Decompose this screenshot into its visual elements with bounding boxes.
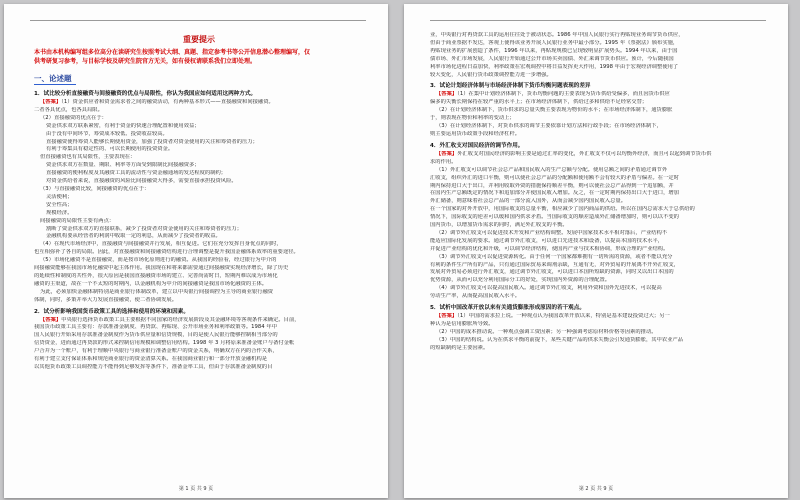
text-content: 但直接融资也有其局限性，主要表现在： (40, 154, 136, 161)
text-content: 为此，必须加快金融体制特别是商业银行体制改革，建立以中央银行间接调控为主导的商业银行融资 (40, 288, 274, 295)
text-line (430, 238, 762, 246)
text-line (34, 210, 364, 218)
text-content: 再贴现业务的扩展创造了条件，1996 年以来，再贴现规模已呈现较明显扩展势头。1994 年以来，由于国 (430, 47, 678, 54)
answer-block (34, 99, 364, 305)
text-content: 的短缺制约是主要因素。 (430, 344, 489, 351)
text-line (34, 233, 364, 241)
text-line (430, 99, 762, 107)
text-line (430, 198, 762, 206)
text-content: （2）在计划经济体制下，货币供求的总量失衡主要表现为物价的水平；在市场经济体制下，通货膨胀 (436, 107, 673, 114)
text-line (430, 321, 762, 329)
header-rule (30, 20, 366, 21)
text-line (430, 107, 762, 115)
text-content: （3）在计划经济体制下，对货币供求的调节主要依靠计划方法和行政手段；在市场经济体制下， (436, 123, 662, 130)
notice-line: 本书由本机构编写组多位高分在读研究生按照考试大纲、真题、指定参考书等公开信息潜心整理编写，仅 (34, 49, 311, 56)
text-content: （2）直接融资的优点在于： (40, 114, 107, 121)
text-line (430, 313, 762, 321)
text-line (430, 183, 762, 191)
text-line (34, 289, 364, 297)
answer-block (430, 91, 762, 138)
text-content: 在一个国家的对外开放中，用国际收支的总量平衡，相应减少了国内商品的供给。所以在国内总需求大于总供给的 (430, 206, 695, 213)
text-line (34, 170, 364, 178)
text-line (34, 226, 364, 234)
text-line (430, 246, 762, 254)
text-content: 能适应国际化发展的要求。通过调节外汇收支，可以进口先进技术和设备，以提高本国的技术水平， (430, 237, 664, 244)
text-content: （4）调节外汇收支可以提高国民收入。通过调节外汇收支，利用外资和国外先进技术，可以提高 (436, 285, 662, 292)
text-line (430, 190, 762, 198)
text-line (34, 115, 364, 123)
question-heading: 2．试分析影响我国货币政策工具的选择和使用的环境和因素。 (34, 308, 189, 315)
text-line (430, 64, 762, 72)
text-line (34, 131, 364, 139)
text-line (430, 91, 762, 99)
text-line (34, 332, 364, 340)
text-line (34, 154, 364, 162)
answer-tag: 【答案】 (436, 313, 458, 320)
text-content: 则主要运用货币政策手段和经济杠杆。 (430, 130, 521, 137)
question-heading: 3．试论计划经济体制与市场经济体制下货币均衡问题表现的差异 (430, 83, 591, 90)
page-footer: 第 2 页 共 9 页 (578, 486, 614, 492)
text-line (430, 222, 762, 230)
text-content: 中央银行选择货币政策工具主要根据不同国家的经济发展阶段及其金融环境等客观条件来确定。目前， (61, 316, 300, 323)
text-line (34, 356, 364, 364)
text-line (34, 281, 364, 289)
answer-block (430, 32, 762, 79)
text-line (34, 364, 364, 372)
text-content: 有利于筹集具有稳定性的、可以长期使用的投资资金。 (46, 146, 174, 153)
text-content: 但由于商业票据不发达，客观上使得该业务开展人民银行业务中最小部分。1995 年《票据法》颁布实施， (430, 39, 679, 46)
text-line (34, 194, 364, 202)
text-content: （2）调节外汇收支可以促进技术开发和产业结构调整。发展中国家技术水平相对落后，产业结构不 (436, 229, 668, 236)
notice-line: 供考研复习参考，与目标学校及研究生院官方无关，如有侵权请联系我们立即处理。 (34, 58, 257, 65)
text-content: 业，中央银行对再贷款工具的运用往往处于被动状态。1986 年中国人民银行实行再贴现业务调节货币供应， (430, 32, 684, 38)
answer-tag: 【答案】 (40, 99, 62, 105)
text-content: 的延续性和制度的共性外，很大原因是我国直接融资市场的建立、完善尚需时日，短期内难以成为市场化 (34, 272, 278, 279)
text-content: 优势资源，从而可以充分利用国际分工的好处，实现国内外资源的合理配置。 (430, 277, 611, 284)
header-rule (430, 20, 766, 21)
text-content: 资金供求双方在数量、期限、利率等方面受到限制比间接融资多； (46, 162, 200, 169)
text-content: 有利的条件生产所有的产品，只有通过国际贸易来调剂余缺，互通有无，对外贸易的开展离不开外汇收支， (430, 261, 679, 268)
text-line (34, 297, 364, 305)
question-heading: 5．试析中国改革开放以来有关通货膨胀形成原因的若干观点。 (430, 305, 585, 312)
text-line (430, 151, 762, 159)
text-content: 资金供求双方联系紧密，有利于资金的快速合理配置和使用效益； (46, 122, 200, 129)
text-line (34, 265, 364, 273)
text-line (34, 186, 364, 194)
text-content: 在国内生产总额既定的情况下和追加部分并使国民收入增加。反之，在一定时期内保持出口大于进口，增加 (430, 190, 679, 197)
text-line (430, 72, 762, 80)
text-line (430, 254, 762, 262)
text-content: （4）在现代市场经济中，直接融资与间接融资并行发展，相互促进。它们在充分发挥自身优点的同时， (40, 241, 282, 248)
text-line (34, 249, 364, 257)
text-content: 于，则表现在物价和利率的变动上； (430, 115, 515, 122)
text-line (34, 348, 364, 356)
text-content: 期内保持进口大于出口，并利用收取外资的措施保持顺差平衡，则可以使社会总产品得到一个追加额，并 (430, 182, 674, 189)
text-line (430, 329, 762, 337)
text-content: 也互相弥补了各自的局限。因此，对直接融资和间接融资结构进行合理调整是提升我国金融体系效率的重要途径。 (34, 249, 299, 256)
text-line (34, 99, 364, 107)
text-content: 国内货币，以增加货币需求的同时，满足外汇收支的平衡。 (430, 222, 568, 229)
text-line (430, 175, 762, 183)
text-content: 信贷资金，进而通过再贷款的形式来控制信用规模和调整信用结构。1998 年 3 月将原来准备金账户与备付金帐 (34, 340, 295, 347)
text-content: （1）中国的需求拉上说。一种观点认为我国改革开放以来，特别是基本建设投资过大；另一 (457, 313, 670, 320)
answer-block (430, 151, 762, 301)
text-content: 利率市场化进程日益加快，利率政策在宏观调控中将日益发挥更大作用，1998 年由于宏观经济调整使用了 (430, 63, 679, 70)
text-line (430, 230, 762, 238)
text-line (430, 262, 762, 270)
section-heading: 一、论述题 (34, 73, 76, 85)
text-line (430, 40, 762, 48)
text-line (34, 202, 364, 210)
text-content: 间接融资能够在我国市场化融资中起主体作用。我国现在和将来都需要通过间接融资实现经济增长，除了历史 (34, 265, 289, 272)
text-line (34, 241, 364, 249)
text-content: 直接融资使得筹资人能够长期使用资金，加强了投资者对资金使用的关注和筹资者的压力； (46, 138, 258, 145)
text-line (430, 32, 762, 40)
answer-tag: 【答案】 (436, 150, 458, 157)
text-content: 规模经济。 (46, 209, 73, 216)
text-line (430, 167, 762, 175)
text-content: 金融机构要从经营者的利润中收取一定的利息，从而减少了投资者的收益。 (46, 233, 221, 240)
text-line (430, 337, 762, 345)
text-line (430, 293, 762, 301)
text-line (34, 273, 364, 281)
text-line (430, 269, 762, 277)
answer-tag: 【答案】 (436, 91, 458, 98)
document-page-1 (4, 4, 388, 498)
text-content: 二者各具优点，也各具局限。 (34, 106, 103, 113)
answer-tag: 【答案】 (40, 316, 62, 323)
text-content: 户合并为一个账户，有利于理顺中央银行与商业银行准备金账户的资金关系，明确双方在内的合作关系， (34, 348, 278, 355)
text-content: 较大变化，人民银行货币政策调控能力进一步增强。 (430, 71, 552, 78)
text-content: （1）在集中计划经济体制下，货币均衡问题的主要表现为货币供给受偏多，而且因货币供应 (457, 91, 670, 98)
text-line (430, 345, 762, 353)
question-heading: 4．外汇收支对国民经济的调节作用。 (430, 142, 524, 149)
text-line (430, 131, 762, 139)
text-content: 间接融资的局限性主要有两点： (40, 217, 115, 224)
text-line (430, 277, 762, 285)
text-content: （1）外汇收支可以调节社会总产品和国民收入的生产总额与分配。使用总额之间的矛盾通过调节外 (436, 166, 668, 173)
text-content: 安全性高； (46, 201, 73, 208)
text-line (34, 340, 364, 348)
text-content: 由于没有中间环节，筹资成本较低、投资收益较高。 (46, 130, 168, 137)
text-content: 发展对外贸易必须进行外汇收支，通过调节外汇收支，可以进口本国所短缺的资源，同时又以出口本国的 (430, 269, 674, 276)
text-line (430, 214, 762, 222)
text-line (34, 324, 364, 332)
text-line (34, 107, 364, 115)
notice-title: 重要提示 (183, 35, 215, 44)
text-content: （3）中国的结构说。认为在供求平衡的前提下，某些关键产品的供求失衡会引发通货膨胀，其中农业产品 (436, 336, 684, 343)
text-content: 外汇收支对国民经济的影响主要是通过汇率的变化，外汇收支不仅可以均衡外经济，而且可以起到调节货币供 (457, 150, 712, 157)
text-line (430, 285, 762, 293)
question-heading: 1．试比较分析直接融资与间接融资的优点与局限性，你认为我国应如何适用这两种方式。 (34, 91, 257, 97)
text-content: 并促进产业结构的优化和升级，可以调节经济结构，使国内产业与技术相协调，形成合理的产业结构。 (430, 245, 669, 252)
text-content: 融资的主渠道，故在一个不太短的时期内，以金融机构为中介的间接融资是我国市场化融资的主体。 (34, 280, 268, 287)
text-content: 体制，同时，多策并举大力发展直接融资，使二者协调发展。 (34, 296, 178, 303)
text-line (34, 317, 364, 325)
text-content: 直接融资的便利程度及其融资工具的流动性与资金融通场的发达程度的制约； (46, 170, 227, 177)
text-content: 外汇储备，则意味着社会总产品的一部分流入国外，从而会减少国内国民收入总量。 (430, 198, 626, 205)
text-content: 债市场、外汇市场发展，人民银行开始通过公开市场买卖国债、外汇来调节货币供应。预计，今后随我国 (430, 55, 674, 62)
text-content: 我国货币政策工具主要有：存款准备金制度、再贷款、再贴现、公开市场业务和利率政策等。1984 年中 (34, 324, 277, 331)
text-line (430, 56, 762, 64)
text-content: （3）调节外汇收支可以促进资源转化。由于任何一个国家都难拥有一切所需的资源，或者不能以充分 (436, 253, 673, 260)
text-content: 对资金供给者来说，直接融资的风险比间接融资大得多，需要直接承担投资风险。 (46, 178, 237, 185)
text-line (34, 257, 364, 265)
text-content: 有利于建立支付保证体系和规范商业银行的资金清算关系。在我国商业银行和一部分开放金融机构是 (34, 356, 268, 363)
text-line (34, 123, 364, 131)
text-content: 国人民银行开始采用存款准备金制度作为货币供应量和信贷规模，目的是使人民银行能够控制相当部分的 (34, 332, 278, 339)
text-line (34, 146, 364, 154)
text-line (430, 206, 762, 214)
text-line (430, 159, 762, 167)
text-line (34, 139, 364, 147)
text-content: 偏多的失衡长期保持在较严重的水平上；在市场经济体制下，供给过多和供给不足经常交替； (430, 99, 648, 106)
page-footer: 第 1 页 共 9 页 (178, 486, 214, 492)
text-content: 情况下，国际收支的逆差可以缓和国内供求矛盾。当国际收支的顺差造成外汇储备增加时，则可以以不变的 (430, 214, 679, 221)
text-content: （5）市场化融资不是直接融资，而是按市场化原则进行的融资。从我国的经验看，经过银行为中介的 (40, 257, 277, 264)
text-line (34, 218, 364, 226)
text-content: 劳动生产率，从而提高国民收入水平。 (430, 293, 521, 300)
document-page-2 (404, 4, 788, 498)
text-content: 灵活便利； (46, 193, 73, 200)
text-content: （1）资金供应者和资金需求者之间的融资活动，有两种基本形式——直接融资和间接融资。 (61, 99, 274, 105)
text-content: 汇收支，组织外汇的进口平衡，则可以使社会总产品的分配额和使用额不会有较大的矛盾与偏差。在一定时 (430, 174, 679, 181)
text-line (34, 178, 364, 186)
text-content: （3）与直接融资比较，间接融资的优点在于： (40, 185, 150, 192)
answer-block (34, 317, 364, 372)
answer-block (430, 313, 762, 353)
text-line (430, 123, 762, 131)
text-content: （2）中国的成本推动说。一种观点强调工资因素；另一种强调考虑原材料价格等因素的推动。 (436, 328, 657, 335)
text-line (34, 162, 364, 170)
text-content: 种认为是信用膨胀所导致。 (430, 321, 494, 327)
text-line (430, 115, 762, 123)
text-content: 割断了资金供求双方的直接联系，减少了投资者对资金使用的关注和筹资者的压力； (46, 225, 242, 232)
text-line (430, 48, 762, 56)
notice-body (34, 48, 364, 66)
text-content: 以其他货币政策工具调控能力不能得到足够发挥等条件下，准备金率工具，但由于存款准备金制度的目 (34, 364, 273, 370)
text-content: 求的作用。 (430, 158, 457, 165)
